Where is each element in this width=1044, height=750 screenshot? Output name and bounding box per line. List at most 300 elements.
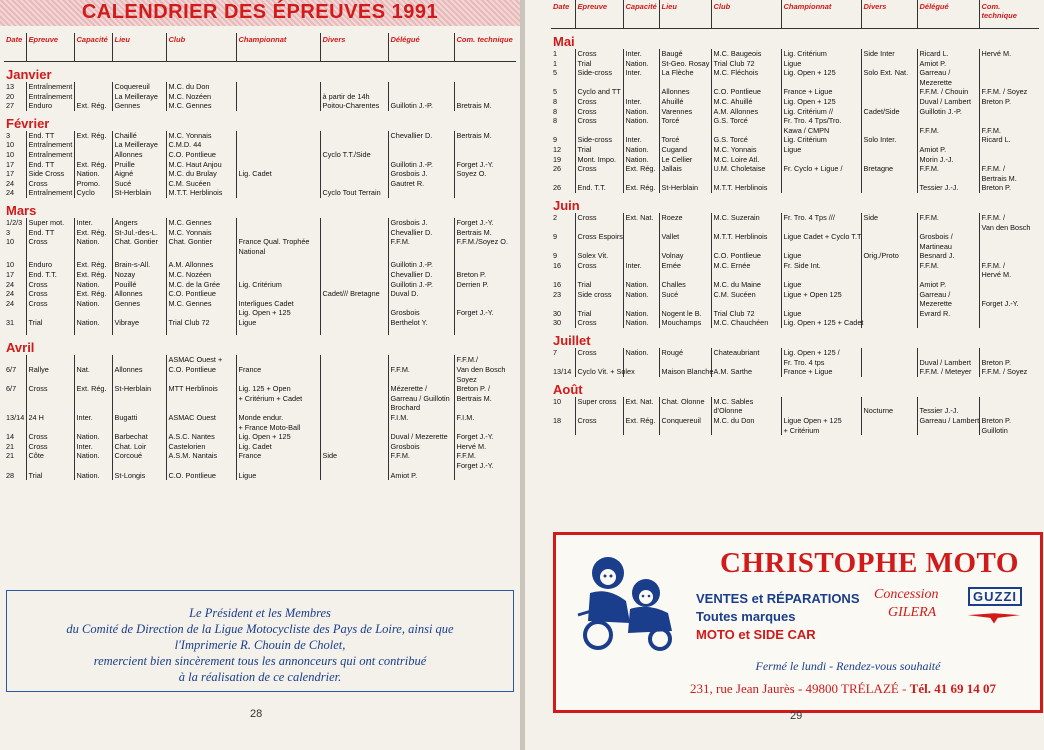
table-cell	[711, 299, 781, 309]
table-cell: Allonnes	[112, 365, 166, 375]
table-cell	[979, 145, 1039, 155]
table-cell: 24 H	[26, 413, 74, 423]
table-cell: Vallet	[659, 232, 711, 242]
table-cell: Derrien P.	[454, 280, 516, 290]
table-cell	[917, 397, 979, 407]
table-cell: Roeze	[659, 213, 711, 223]
table-cell: A.M. Allonnes	[711, 107, 781, 117]
table-cell	[454, 260, 516, 270]
table-cell	[861, 397, 917, 407]
table-cell: M.C. Nozéen	[166, 270, 236, 280]
table-cell: Evrard R.	[917, 309, 979, 319]
table-cell	[575, 242, 623, 252]
table-row	[551, 261, 1039, 271]
table-cell: 24	[6, 188, 15, 198]
table-row	[551, 145, 1039, 155]
table-cell: M.C. Haut Anjou	[166, 160, 236, 170]
table-row	[4, 451, 516, 461]
table-cell: 24	[6, 289, 15, 299]
table-cell: Ahuillé	[659, 97, 711, 107]
table-cell: M.C. Loire Atl.	[711, 155, 781, 165]
table-cell	[781, 155, 861, 165]
table-cell	[74, 92, 112, 102]
table-cell: Brain-s-All.	[112, 260, 166, 270]
table-cell	[4, 355, 26, 365]
table-cell: Mezerette	[917, 299, 979, 309]
table-cell: Nation.	[74, 318, 112, 328]
table-cell: Chat. Olonne	[659, 397, 711, 407]
table-cell: Trial Club 72	[166, 318, 236, 328]
table-cell: M.C. de la Grée	[166, 280, 236, 290]
table-cell	[26, 375, 74, 385]
table-row	[551, 406, 1039, 416]
table-cell: M.C. Suzerain	[711, 213, 781, 223]
table-cell: C.O. Pontlieue	[166, 365, 236, 375]
ad-address-line	[556, 681, 1040, 697]
table-cell: Cross	[26, 442, 74, 452]
table-cell: National	[236, 247, 320, 257]
month-heading-row	[4, 111, 516, 131]
table-cell: Rallye	[26, 365, 74, 375]
table-cell: Cross	[26, 299, 74, 309]
table-row	[551, 318, 1039, 328]
table-cell: Lig. Critérium	[781, 49, 861, 59]
table-cell: 1	[553, 49, 558, 58]
table-cell: 1	[553, 58, 558, 68]
table-cell: Enduro	[26, 260, 74, 270]
table-cell: Lig. Critérium	[781, 135, 861, 145]
table-cell: ASMAC Ouest +	[166, 355, 236, 365]
table-row	[551, 68, 1039, 78]
footer-line: du Comité de Direction de la Ligue Motocycliste des Pays de Loire, ainsi que	[66, 622, 454, 636]
table-row	[4, 394, 516, 404]
table-cell: Inter.	[623, 97, 659, 107]
table-row	[4, 237, 516, 247]
table-cell: 8	[553, 106, 558, 116]
table-cell: Maison Blanche	[659, 367, 711, 377]
table-cell	[659, 242, 711, 252]
table-cell: Cross	[575, 416, 623, 426]
table-cell	[236, 150, 320, 160]
table-cell: Nation.	[623, 318, 659, 328]
table-cell	[320, 82, 388, 92]
table-row	[4, 299, 516, 309]
table-cell: Breton P.	[979, 416, 1039, 426]
table-row	[4, 289, 516, 299]
table-cell: 26	[553, 164, 562, 174]
table-cell: Soyez	[454, 375, 516, 385]
table-cell	[659, 78, 711, 88]
table-cell: Ext. Rég.	[623, 183, 659, 193]
table-cell: Morin J.-J.	[917, 155, 979, 165]
table-cell	[320, 318, 388, 328]
table-cell: M.T.T. Herblinois	[166, 188, 236, 198]
table-cell: Breton P. /	[454, 384, 516, 394]
table-cell: Brochard	[388, 403, 454, 413]
table-cell	[917, 116, 979, 126]
table-row	[4, 82, 516, 92]
table-cell	[4, 423, 26, 433]
table-cell: Volnay	[659, 251, 711, 261]
table-cell: Guillotin J.-P.	[388, 160, 454, 170]
table-cell	[454, 299, 516, 309]
table-cell	[861, 78, 917, 88]
table-cell: Monde endur.	[236, 413, 320, 423]
table-cell	[166, 375, 236, 385]
table-cell	[320, 131, 388, 141]
table-cell: Nation.	[623, 280, 659, 290]
table-cell: Gennes	[112, 101, 166, 111]
table-cell	[979, 397, 1039, 407]
table-cell	[166, 403, 236, 413]
table-cell	[74, 150, 112, 160]
table-cell: Aigné	[112, 169, 166, 179]
table-cell	[917, 174, 979, 184]
table-cell: Bertrais M.	[454, 228, 516, 238]
table-row	[4, 308, 516, 318]
table-cell	[623, 242, 659, 252]
table-cell	[979, 309, 1039, 319]
table-cell: Ricard L.	[979, 135, 1039, 145]
ad-concession: Concession	[874, 587, 939, 602]
table-cell: F.F.M.	[917, 164, 979, 174]
table-cell	[320, 432, 388, 442]
table-cell	[74, 355, 112, 365]
table-cell: Inter.	[74, 442, 112, 452]
table-cell	[711, 78, 781, 88]
table-cell: Soyez O.	[454, 169, 516, 179]
table-cell: Hervé M.	[979, 49, 1039, 59]
column-header: Com. technique	[979, 0, 1039, 29]
table-cell: Cugand	[659, 145, 711, 155]
table-cell: Nation.	[623, 155, 659, 165]
table-cell	[711, 270, 781, 280]
table-cell	[861, 367, 917, 377]
table-cell: Torcé	[659, 135, 711, 145]
table-cell: Bugatti	[112, 413, 166, 423]
table-cell: Nation.	[623, 348, 659, 358]
table-cell: 17	[6, 169, 15, 179]
column-header: Club	[711, 0, 781, 29]
table-cell: 10	[6, 140, 15, 150]
table-cell: Hervé M.	[454, 442, 516, 452]
table-cell: Inter.	[623, 261, 659, 271]
table-cell: Side-cross	[575, 68, 623, 78]
thanks-footer	[6, 590, 514, 692]
table-cell: 8	[553, 96, 558, 106]
table-cell: F.F.M.	[388, 451, 454, 461]
table-cell: F.F.M.	[388, 365, 454, 375]
table-cell	[917, 348, 979, 358]
table-cell: Gennes	[112, 299, 166, 309]
table-cell	[74, 247, 112, 257]
table-cell: Cyclo T.T./Side	[320, 150, 388, 160]
page-title: CALENDRIER DES ÉPREUVES 1991	[81, 1, 439, 23]
table-cell: G.S. Torcé	[711, 116, 781, 126]
table-cell	[861, 126, 917, 136]
table-cell	[551, 270, 575, 280]
table-cell	[551, 223, 575, 233]
table-cell	[551, 406, 575, 416]
table-cell: Side-cross	[575, 135, 623, 145]
table-cell: F.F.M.	[917, 261, 979, 271]
table-cell: 24	[6, 279, 15, 289]
table-cell: Ligue	[236, 318, 320, 328]
table-cell: M.C. du Maine	[711, 280, 781, 290]
month-heading-row	[4, 62, 516, 83]
table-cell: 12	[553, 144, 562, 154]
page-number-left: 28	[250, 708, 263, 720]
table-row	[551, 213, 1039, 223]
table-cell	[454, 403, 516, 413]
table-cell: 19	[553, 154, 562, 164]
table-cell: F.F.M.	[917, 126, 979, 136]
table-cell: M.C. du Brulay	[166, 169, 236, 179]
table-cell	[861, 97, 917, 107]
table-cell: Ext. Rég.	[74, 270, 112, 280]
table-cell: Nation.	[74, 280, 112, 290]
table-cell	[861, 155, 917, 165]
table-cell	[4, 403, 26, 413]
table-cell	[320, 394, 388, 404]
table-cell: 20	[6, 91, 15, 101]
table-cell: Cross	[575, 164, 623, 174]
table-cell	[26, 461, 74, 471]
table-cell	[659, 426, 711, 436]
table-cell: Nozay	[112, 270, 166, 280]
table-cell: Bertrais M.	[454, 394, 516, 404]
table-cell: Sucé	[659, 290, 711, 300]
table-row	[4, 188, 516, 198]
table-cell	[388, 188, 454, 198]
table-cell: 7	[553, 348, 558, 358]
table-cell: Lig. Open + 125	[781, 97, 861, 107]
table-cell: G.S. Torcé	[711, 135, 781, 145]
table-cell	[320, 169, 388, 179]
table-cell	[320, 442, 388, 452]
table-row	[551, 416, 1039, 426]
table-cell	[551, 299, 575, 309]
table-cell	[979, 155, 1039, 165]
table-cell: Nation.	[623, 59, 659, 69]
table-cell	[861, 290, 917, 300]
table-cell	[112, 375, 166, 385]
table-cell: ASMAC Ouest	[166, 413, 236, 423]
month-heading-row	[551, 328, 1039, 348]
table-cell: France	[236, 365, 320, 375]
table-cell: Cross Espoirs	[575, 232, 623, 242]
table-cell: d'Olonne	[711, 406, 781, 416]
table-cell	[623, 426, 659, 436]
table-cell	[4, 394, 26, 404]
table-cell	[236, 160, 320, 170]
column-header: Championnat	[781, 0, 861, 29]
table-cell: 30	[553, 318, 562, 328]
table-cell	[861, 299, 917, 309]
table-cell: Ligue Cadet + Cyclo T.T.	[781, 232, 861, 242]
table-row	[4, 375, 516, 385]
table-cell: Grosbois /	[917, 232, 979, 242]
month-heading: Mars	[6, 202, 37, 218]
table-cell: Side Inter	[861, 49, 917, 59]
table-cell	[454, 140, 516, 150]
table-row	[4, 318, 516, 328]
table-cell	[26, 247, 74, 257]
table-cell: 16	[553, 280, 562, 290]
table-cell	[454, 289, 516, 299]
table-cell: Inter.	[74, 218, 112, 228]
table-cell: Promo.	[74, 179, 112, 189]
table-cell	[74, 423, 112, 433]
table-cell: 10	[6, 149, 15, 159]
table-cell: Bertrais M.	[979, 174, 1039, 184]
table-cell: 8	[553, 116, 558, 126]
table-cell: 6/7	[6, 384, 17, 394]
table-cell: Rougé	[659, 348, 711, 358]
table-cell: Mezerette	[917, 78, 979, 88]
table-cell	[781, 270, 861, 280]
table-row	[551, 348, 1039, 358]
table-row	[4, 270, 516, 280]
table-cell	[320, 218, 388, 228]
table-cell: F.F.M./	[454, 355, 516, 365]
table-cell: Chevallier D.	[388, 228, 454, 238]
table-cell: U.M. Choletaise	[711, 164, 781, 174]
table-cell: Trial	[575, 280, 623, 290]
table-cell: End. TT	[26, 160, 74, 170]
table-cell	[388, 92, 454, 102]
table-cell: 14	[6, 432, 15, 442]
month-heading: Juin	[553, 197, 580, 213]
table-cell: Nation.	[74, 432, 112, 442]
table-cell: Garreau /	[917, 68, 979, 78]
table-cell: Cross	[575, 49, 623, 59]
table-cell: 9	[553, 135, 558, 145]
table-cell: Ext. Rég.	[74, 384, 112, 394]
table-cell	[388, 299, 454, 309]
table-cell: C.O. Pontlieue	[711, 87, 781, 97]
table-cell: Vibraye	[112, 318, 166, 328]
ad-shop-name: CHRISTOPHE MOTO	[720, 547, 1019, 579]
table-cell: Allonnes	[659, 87, 711, 97]
table-cell: + Critérium + Cadet	[236, 394, 320, 404]
table-row	[551, 232, 1039, 242]
table-cell	[4, 375, 26, 385]
table-cell: Entraînement	[26, 140, 74, 150]
table-cell: Angers	[112, 218, 166, 228]
table-cell	[236, 140, 320, 150]
calendar-table-right	[551, 0, 1039, 435]
table-cell	[388, 150, 454, 160]
table-cell: Ext. Rég.	[623, 164, 659, 174]
table-cell	[861, 242, 917, 252]
title-banner	[0, 0, 520, 26]
table-cell: Ricard L.	[917, 49, 979, 59]
table-cell: A.S.C. Nantes	[166, 432, 236, 442]
table-cell	[320, 280, 388, 290]
table-cell	[551, 126, 575, 136]
table-cell: Amiot P.	[917, 59, 979, 69]
table-cell	[236, 403, 320, 413]
table-cell: Cross	[26, 179, 74, 189]
ad-line-sales: VENTES et RÉPARATIONS	[696, 591, 860, 606]
table-cell	[454, 179, 516, 189]
table-cell: Trial Club 72	[711, 309, 781, 319]
table-cell: Ext. Nat.	[623, 213, 659, 223]
table-cell: Ligue + Open 125	[781, 290, 861, 300]
table-cell: St-Herblain	[112, 188, 166, 198]
table-cell: Guillotin J.-P.	[388, 280, 454, 290]
table-cell: Pruille	[112, 160, 166, 170]
table-cell: Mouchamps	[659, 318, 711, 328]
table-cell: 1/2/3	[6, 217, 23, 227]
table-cell	[112, 247, 166, 257]
table-cell: Forget J.-Y.	[454, 218, 516, 228]
ad-gilera: GILERA	[888, 605, 937, 620]
table-cell: 26	[553, 183, 562, 193]
table-cell: End. TT	[26, 228, 74, 238]
table-cell	[320, 140, 388, 150]
table-cell: France Qual. Trophée	[236, 237, 320, 247]
table-cell: Van den Bosch	[454, 365, 516, 375]
table-cell	[781, 299, 861, 309]
table-row	[4, 432, 516, 442]
table-cell: Inter.	[623, 49, 659, 59]
table-row	[4, 403, 516, 413]
table-row	[4, 179, 516, 189]
table-cell	[917, 135, 979, 145]
table-cell: Coquereuil	[112, 82, 166, 92]
table-cell: M.C. Sables	[711, 397, 781, 407]
table-cell	[74, 394, 112, 404]
table-cell: Bretagne	[861, 164, 917, 174]
table-cell: Duval / Lambert	[917, 358, 979, 368]
table-cell	[861, 261, 917, 271]
table-cell	[236, 355, 320, 365]
footer-line: remercient bien sincèrement tous les annonceurs qui ont contribué	[93, 654, 427, 668]
table-cell	[74, 461, 112, 471]
table-cell: France + Ligue	[781, 87, 861, 97]
table-cell	[320, 365, 388, 375]
table-cell: Cross	[575, 318, 623, 328]
table-cell: Duval / Mezerette	[388, 432, 454, 442]
table-cell	[112, 461, 166, 471]
table-row	[4, 461, 516, 471]
table-cell: F.F.M./Soyez O.	[454, 237, 516, 247]
table-cell: 13/14	[6, 413, 25, 423]
table-cell	[623, 299, 659, 309]
eagle-logo-icon	[966, 609, 1022, 625]
table-cell: Solo Inter.	[861, 135, 917, 145]
table-cell	[575, 299, 623, 309]
table-cell: Nation.	[623, 116, 659, 126]
table-cell: Breton P.	[979, 97, 1039, 107]
table-cell: Varennes	[659, 107, 711, 117]
table-cell: Ligue	[781, 59, 861, 69]
table-cell: Bretrais M.	[454, 101, 516, 111]
table-cell: Chevallier D.	[388, 270, 454, 280]
table-cell: Forget J.-Y.	[979, 299, 1039, 309]
column-header: Championnat	[236, 33, 320, 62]
table-cell: Fr. Side Int.	[781, 261, 861, 271]
table-cell: Lig. Open + 125	[781, 68, 861, 78]
table-row	[551, 223, 1039, 233]
table-cell	[979, 318, 1039, 328]
table-cell: M.C. Yonnais	[166, 131, 236, 141]
table-cell	[575, 223, 623, 233]
table-cell	[454, 82, 516, 92]
table-cell	[320, 423, 388, 433]
